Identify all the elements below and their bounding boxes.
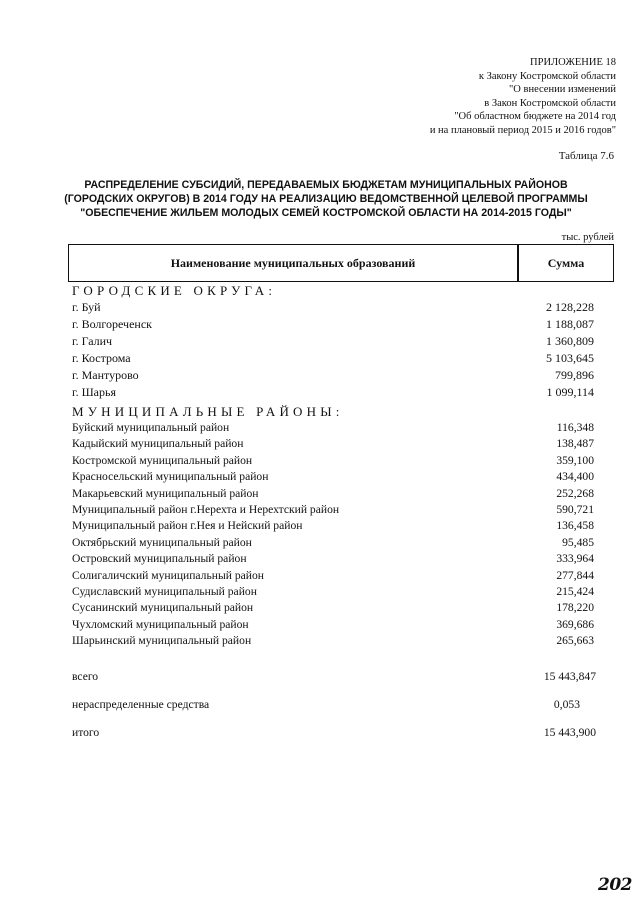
- appendix-line: в Закон Костромской области: [484, 97, 616, 109]
- row-value: 215,424: [556, 584, 594, 598]
- row-value: 799,896: [555, 368, 594, 382]
- spacer: [72, 649, 602, 669]
- table-body: [72, 282, 602, 741]
- row-value: 265,663: [556, 634, 594, 648]
- row-value: 1 360,809: [546, 334, 594, 348]
- row-name: Шарьинский муниципальный район: [72, 634, 252, 648]
- table-row: [72, 535, 602, 551]
- row-value: 434,400: [556, 470, 594, 484]
- row-name: г. Галич: [72, 334, 113, 348]
- row-name: Солигаличский муниципальный район: [72, 568, 264, 582]
- table-row: [72, 453, 602, 469]
- table-row: [72, 333, 602, 350]
- table-row: [72, 316, 602, 333]
- row-value: 2 128,228: [546, 300, 594, 314]
- appendix-line: ПРИЛОЖЕНИЕ 18: [530, 57, 616, 68]
- row-value: 359,100: [556, 453, 594, 467]
- table-row: [72, 367, 602, 384]
- row-name: Костромской муниципальный район: [72, 453, 253, 467]
- table-row: [72, 568, 602, 584]
- row-name: Красносельский муниципальный район: [72, 470, 269, 484]
- appendix-line: "О внесении изменений: [509, 84, 616, 95]
- row-value: 369,686: [556, 617, 594, 631]
- row-name: Муниципальный район г.Нерехта и Нерехтский район: [72, 502, 340, 516]
- row-value: 95,485: [562, 535, 594, 549]
- title-line: (ГОРОДСКИХ ОКРУГОВ) В 2014 ГОДУ НА РЕАЛИЗАЦИЮ ВЕДОМСТВЕННОЙ ЦЕЛЕВОЙ ПРОГРАММЫ: [64, 193, 588, 205]
- title-line: РАСПРЕДЕЛЕНИЕ СУБСИДИЙ, ПЕРЕДАВАЕМЫХ БЮДЖЕТАМ МУНИЦИПАЛЬНЫХ РАЙОНОВ: [84, 179, 568, 191]
- total-name: всего: [72, 670, 99, 684]
- page-number-handwritten: 202: [598, 875, 632, 895]
- grand-total-row: [72, 725, 602, 741]
- header-sum: Сумма: [547, 255, 585, 270]
- table-row: [72, 350, 602, 367]
- appendix-line: к Закону Костромской области: [478, 70, 616, 82]
- row-value: 136,458: [556, 519, 594, 533]
- row-name: Октябрьский муниципальный район: [72, 535, 252, 549]
- table-row: [72, 436, 602, 452]
- row-name: Макарьевский муниципальный район: [72, 486, 259, 500]
- spacer: [72, 685, 602, 697]
- document-title: [40, 178, 612, 220]
- row-value: 178,220: [556, 601, 594, 615]
- grand-total-name: итого: [72, 726, 100, 740]
- row-value: 5 103,645: [546, 351, 594, 365]
- district-rows: [72, 420, 602, 649]
- row-name: Буйский муниципальный район: [72, 421, 230, 434]
- row-value: 277,844: [556, 568, 594, 582]
- section-urban: ГОРОДСКИЕ ОКРУГА:: [72, 283, 277, 298]
- units-label: тыс. рублей: [561, 232, 614, 243]
- table-row: [72, 384, 602, 401]
- section-districts: МУНИЦИПАЛЬНЫЕ РАЙОНЫ:: [72, 404, 344, 419]
- table-row: [72, 617, 602, 633]
- table-row: [72, 469, 602, 485]
- row-value: 1 188,087: [546, 317, 594, 331]
- row-name: Судиславский муниципальный район: [72, 584, 257, 598]
- row-value: 1 099,114: [546, 385, 594, 399]
- appendix-block: [430, 56, 616, 137]
- row-value: 252,268: [556, 486, 594, 500]
- unallocated-row: [72, 697, 602, 713]
- row-name: Островский муниципальный район: [72, 552, 247, 566]
- row-name: Чухломский муниципальный район: [72, 617, 249, 631]
- spacer: [72, 713, 602, 725]
- row-name: г. Буй: [72, 300, 101, 314]
- total-value: 15 443,847: [543, 670, 596, 684]
- table-number: Таблица 7.6: [558, 150, 614, 162]
- row-name: г. Мантурово: [72, 368, 139, 382]
- table-row: [72, 633, 602, 649]
- table-row: [72, 518, 602, 534]
- unallocated-value: 0,053: [553, 698, 580, 712]
- total-row: [72, 669, 602, 685]
- table-row: [72, 486, 602, 502]
- title-line: "ОБЕСПЕЧЕНИЕ ЖИЛЬЕМ МОЛОДЫХ СЕМЕЙ КОСТРОМСКОЙ ОБЛАСТИ НА 2014-2015 ГОДЫ": [80, 207, 572, 219]
- row-value: 333,964: [556, 552, 594, 566]
- row-value: 116,348: [556, 421, 594, 434]
- grand-total-value: 15 443,900: [543, 726, 596, 740]
- table-row: [72, 584, 602, 600]
- row-name: г. Волгореченск: [72, 317, 152, 331]
- table-row: [72, 420, 602, 436]
- table-row: [72, 299, 602, 316]
- header-name: Наименование муниципальных образований: [170, 255, 416, 270]
- table-row: [72, 600, 602, 616]
- row-value: 590,721: [556, 502, 594, 516]
- table-header: [68, 244, 614, 282]
- row-name: Муниципальный район г.Нея и Нейский район: [72, 519, 303, 533]
- row-name: г. Кострома: [72, 351, 131, 365]
- urban-rows: [72, 299, 602, 401]
- row-name: г. Шарья: [72, 385, 116, 399]
- unallocated-name: нераспределенные средства: [72, 698, 210, 712]
- appendix-line: и на плановый период 2015 и 2016 годов": [429, 124, 616, 136]
- row-name: Сусанинский муниципальный район: [72, 601, 254, 615]
- table-row: [72, 551, 602, 567]
- table-row: [72, 502, 602, 518]
- row-value: 138,487: [556, 437, 594, 451]
- appendix-line: "Об областном бюджете на 2014 год: [454, 111, 616, 122]
- row-name: Кадыйский муниципальный район: [72, 437, 244, 451]
